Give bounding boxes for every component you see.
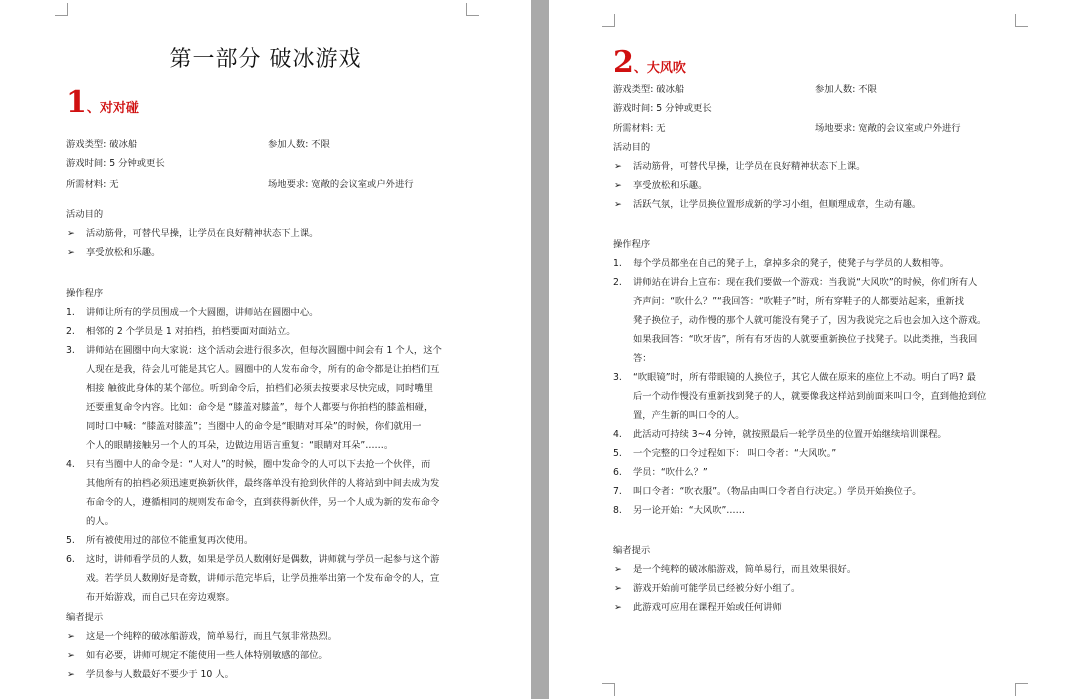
info-participants: 参加人数: 不限 <box>268 139 330 150</box>
bullet-arrow-icon: ➢ <box>67 247 75 258</box>
purpose-heading: 活动目的 <box>613 142 651 153</box>
procedure-line: 还要重复命令内容。比如：命令是 “膝盖对膝盖”，每个人都要与你拍档的膝盖相碰， <box>86 402 434 413</box>
info-venue: 场地要求: 宽敞的会议室或户外进行 <box>268 179 414 190</box>
purpose-heading: 活动目的 <box>66 209 104 220</box>
procedure-heading: 操作程序 <box>613 239 651 250</box>
procedure-line: 讲师站在讲台上宣布：现在我们要做一个游戏：当我说“大风吹”的时候，你们所有人 <box>633 277 978 288</box>
procedure-line: 其他所有的拍档必须迅速更换新伙伴，最终落单没有抢到伙伴的人将站到中间去成为发 <box>86 478 440 489</box>
section-number: 2 <box>613 45 634 80</box>
page-title: 第一部分 破冰游戏 <box>169 47 362 72</box>
note-item: 是一个纯粹的破冰船游戏，简单易行，而且效果很好。 <box>633 564 857 575</box>
step-number: 2. <box>66 326 75 337</box>
margin-mark-top-right <box>1015 14 1028 27</box>
section-label: 、对对碰 <box>86 101 139 116</box>
procedure-line: 只有当圈中人的命令是：“人对人”的时候，圈中发命令的人可以下去抢一个伙伴，而 <box>86 459 431 470</box>
bullet-arrow-icon: ➢ <box>67 631 75 642</box>
step-number: 6. <box>66 554 75 565</box>
info-venue: 场地要求: 宽敞的会议室或户外进行 <box>815 123 961 134</box>
info-duration: 游戏时间: 5 分钟或更长 <box>66 158 165 169</box>
procedure-line: 每个学员都坐在自己的凳子上，拿掉多余的凳子，使凳子与学员的人数相等。 <box>633 258 950 269</box>
procedure-line: 一个完整的口令过程如下： 叫口令者：“大风吹。” <box>633 448 837 459</box>
bullet-arrow-icon: ➢ <box>614 199 622 210</box>
step-number: 3. <box>613 372 622 383</box>
step-number: 5. <box>66 535 75 546</box>
section-number: 1 <box>66 85 87 120</box>
procedure-line: 个人的眼睛接触另一个人的耳朵，边做边用语言重复：“眼睛对耳朵”……。 <box>86 440 394 451</box>
bullet-arrow-icon: ➢ <box>67 228 75 239</box>
procedure-line: 这时，讲师看学员的人数，如果是学员人数刚好是偶数，讲师就与学员一起参与这个游 <box>86 554 440 565</box>
note-item: 学员参与人数最好不要少于 10 人。 <box>86 669 234 680</box>
purpose-item: 活动筋骨，可替代早操，让学员在良好精神状态下上课。 <box>86 228 319 239</box>
step-number: 1. <box>66 307 75 318</box>
section-heading-2 <box>613 45 686 80</box>
margin-mark-top-left <box>602 14 615 27</box>
note-item: 如有必要，讲师可规定不能使用一些人体特别敏感的部位。 <box>86 650 328 661</box>
procedure-line: 齐声问：“吹什么？”“我回答：“吹鞋子”时，所有穿鞋子的人都要站起来，重新找 <box>633 296 964 307</box>
section-label: 、大风吹 <box>633 61 686 76</box>
margin-mark-bottom-left <box>602 683 615 696</box>
margin-mark-top-left <box>55 3 68 16</box>
procedure-line: 如果我回答：“吹牙齿”，所有有牙齿的人就要重新换位子找凳子。以此类推，当我回 <box>633 334 978 345</box>
bullet-arrow-icon: ➢ <box>614 180 622 191</box>
info-materials: 所需材料: 无 <box>613 123 666 134</box>
purpose-item: 享受放松和乐趣。 <box>633 180 708 191</box>
note-item: 这是一个纯粹的破冰船游戏，简单易行，而且气氛非常热烈。 <box>86 631 338 642</box>
step-number: 5. <box>613 448 622 459</box>
note-item: 游戏开始前可能学员已经被分好小组了。 <box>633 583 801 594</box>
procedure-line: 后一个动作慢没有重新找到凳子的人，就要像我这样站到前面来叫口令，直到他抢到位 <box>633 391 987 402</box>
procedure-line: 凳子换位子，动作慢的那个人就可能没有凳子了，因为我说完之后也会加入这个游戏。 <box>633 315 987 326</box>
bullet-arrow-icon: ➢ <box>67 650 75 661</box>
procedure-line: 所有被使用过的部位不能重复再次使用。 <box>86 535 254 546</box>
step-number: 6. <box>613 467 622 478</box>
procedure-line: 人现在是我，待会儿可能是其它人。圆圈中的人发布命令，所有的命令都是让拍档们互 <box>86 364 440 375</box>
margin-mark-bottom-right <box>1015 683 1028 696</box>
bullet-arrow-icon: ➢ <box>614 161 622 172</box>
margin-mark-top-right <box>466 3 479 16</box>
step-number: 4. <box>613 429 622 440</box>
info-materials: 所需材料: 无 <box>66 179 119 190</box>
step-number: 7. <box>613 486 622 497</box>
step-number: 2. <box>613 277 622 288</box>
procedure-line: 讲师让所有的学员围成一个大圆圈，讲师站在圆圈中心。 <box>86 307 319 318</box>
procedure-heading: 操作程序 <box>66 288 104 299</box>
procedure-line: 的人。 <box>86 516 114 527</box>
procedure-line: 学员：“吹什么？” <box>633 467 708 478</box>
step-number: 1. <box>613 258 622 269</box>
step-number: 8. <box>613 505 622 516</box>
procedure-line: 另一论开始：“大风吹”…… <box>633 505 745 516</box>
procedure-line: 相邻的 2 个学员是 1 对拍档，拍档要面对面站立。 <box>86 326 296 337</box>
procedure-line: “吹眼镜”时，所有带眼镜的人换位子，其它人做在原来的座位上不动。明白了吗? 最 <box>633 372 976 383</box>
procedure-line: 相接 触彼此身体的某个部位。听到命令后，拍档们必须去按要求尽快完成，同时嘴里 <box>86 383 433 394</box>
note-item: 此游戏可应用在课程开始或任何讲师 <box>633 602 782 613</box>
bullet-arrow-icon: ➢ <box>67 669 75 680</box>
info-game-type: 游戏类型: 破冰船 <box>66 139 138 150</box>
purpose-item: 享受放松和乐趣。 <box>86 247 161 258</box>
procedure-line: 此活动可持续 3~4 分钟，就按照最后一轮学员坐的位置开始继续培训课程。 <box>633 429 947 440</box>
step-number: 4. <box>66 459 75 470</box>
document-page-left <box>0 0 531 699</box>
purpose-item: 活跃气氛，让学员换位置形成新的学习小组，但顺理成章，生动有趣。 <box>633 199 922 210</box>
document-page-right <box>549 0 1080 699</box>
notes-heading: 编者提示 <box>613 545 651 556</box>
bullet-arrow-icon: ➢ <box>614 602 622 613</box>
step-number: 3. <box>66 345 75 356</box>
info-game-type: 游戏类型: 破冰船 <box>613 84 685 95</box>
info-participants: 参加人数: 不限 <box>815 84 877 95</box>
section-heading-1 <box>66 85 139 120</box>
info-duration: 游戏时间: 5 分钟或更长 <box>613 103 712 114</box>
procedure-line: 叫口令者：“吹衣服”。（物品由叫口令者自行决定。）学员开始换位子。 <box>633 486 922 497</box>
purpose-item: 活动筋骨，可替代早操，让学员在良好精神状态下上课。 <box>633 161 866 172</box>
procedure-line: 答： <box>633 353 652 364</box>
procedure-line: 讲师站在圆圈中向大家说：这个活动会进行很多次，但每次圆圈中间会有 1 个人，这个 <box>86 345 442 356</box>
procedure-line: 戏。若学员人数刚好是奇数，讲师示范完毕后，让学员推举出第一个发布命令的人，宣 <box>86 573 440 584</box>
bullet-arrow-icon: ➢ <box>614 564 622 575</box>
notes-heading: 编者提示 <box>66 612 104 623</box>
procedure-line: 布开始游戏，而自己只在旁边观察。 <box>86 592 235 603</box>
bullet-arrow-icon: ➢ <box>614 583 622 594</box>
procedure-line: 同时口中喊：“膝盖对膝盖”；当圈中人的命令是“眼睛对耳朵”的时候，你们就用一 <box>86 421 422 432</box>
procedure-line: 置，产生新的叫口令的人。 <box>633 410 745 421</box>
procedure-line: 布命令的人，遵循相同的规则发布命令，直到获得新伙伴，另一个人成为新的发布命令 <box>86 497 440 508</box>
